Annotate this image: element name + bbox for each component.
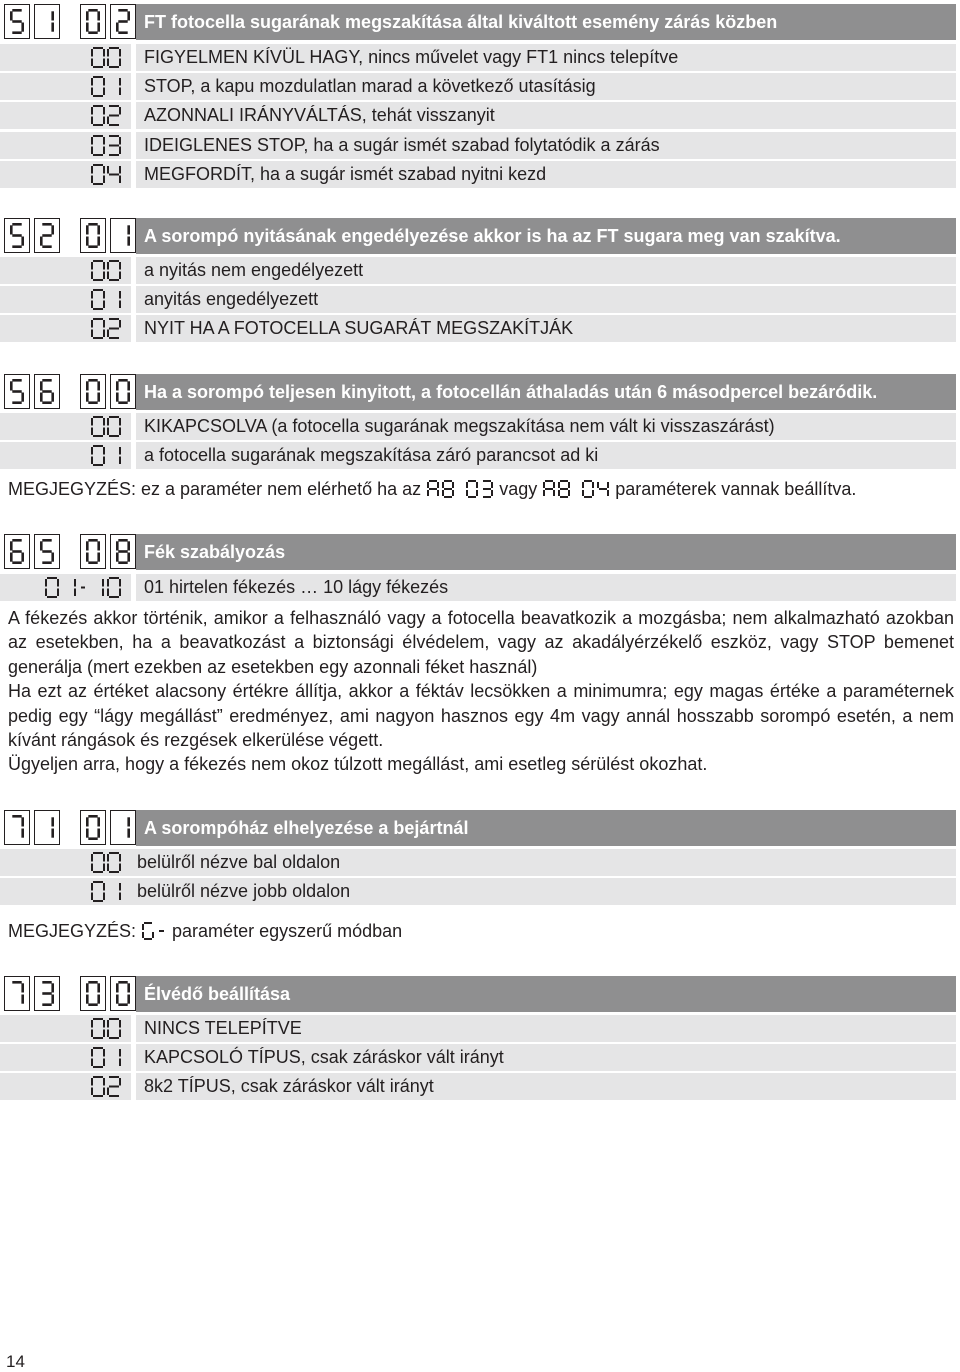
section-52 (0, 216, 960, 344)
digit-pair (80, 534, 136, 569)
options-list (0, 413, 960, 471)
seven-segment-digit (107, 135, 121, 156)
section-71 (0, 808, 960, 906)
option-row (0, 102, 960, 131)
digit-box (4, 374, 30, 409)
option-code (0, 132, 131, 159)
section-header (0, 532, 960, 572)
option-code (0, 1015, 131, 1042)
range-code (0, 574, 131, 601)
digit-box (80, 374, 106, 409)
digit-box (4, 534, 30, 569)
seven-segment-digit (91, 318, 105, 339)
seven-segment-digit (91, 164, 105, 185)
option-code (0, 1073, 131, 1100)
option-text: STOP, a kapu mozdulatlan marad a következő utasításig (136, 73, 956, 100)
digit-box (4, 218, 30, 253)
option-row (0, 1073, 960, 1102)
seven-segment-digit (91, 852, 105, 873)
option-code (0, 257, 131, 284)
option-text: NINCS TELEPÍTVE (136, 1015, 956, 1042)
seven-segment-digit (40, 379, 54, 404)
seven-segment-digit (10, 379, 24, 404)
seven-segment-digit (91, 445, 105, 466)
digit-box (110, 810, 136, 845)
seven-segment-digit (107, 1076, 121, 1097)
braking-description (8, 606, 954, 777)
seven-segment-digit (116, 815, 130, 840)
option-row (0, 1044, 960, 1073)
param-code-display (4, 810, 150, 845)
option-row (0, 161, 960, 190)
digit-pair (4, 534, 60, 569)
option-text: belülről nézve jobb oldalon (131, 878, 956, 905)
section-header (0, 216, 960, 256)
seven-segment-digit (86, 981, 100, 1006)
seven-segment-digit (91, 1076, 105, 1097)
digit-box (34, 976, 60, 1011)
option-text: KAPCSOLÓ TÍPUS, csak záráskor vált irányt (136, 1044, 956, 1071)
option-text: a fotocella sugarának megszakítása záró parancsot ad ki (136, 442, 956, 469)
seven-segment-digit (86, 223, 100, 248)
param-code-display (4, 4, 150, 39)
option-code (0, 442, 131, 469)
section-header (0, 2, 960, 42)
digit-box (80, 534, 106, 569)
digit-pair (80, 374, 136, 409)
option-row (0, 878, 960, 907)
digit-pair (80, 218, 136, 253)
seven-segment-digit (91, 1047, 105, 1068)
section-title: Fék szabályozás (136, 534, 956, 570)
section-title: A sorompóház elhelyezése a bejártnál (136, 810, 956, 846)
digit-box (4, 4, 30, 39)
note-71 (8, 918, 402, 944)
seven-segment-digit (107, 105, 121, 126)
option-code (0, 878, 131, 905)
param-code-display (4, 534, 150, 569)
option-text: a nyitás nem engedélyezett (136, 257, 956, 284)
seven-segment-digit (466, 480, 478, 498)
digit-box (80, 810, 106, 845)
seven-segment-digit (157, 922, 166, 940)
seven-segment-digit (62, 577, 76, 598)
param-code-display (4, 374, 150, 409)
digit-box (110, 976, 136, 1011)
seven-segment-digit (116, 223, 130, 248)
option-code (0, 1044, 131, 1071)
note-code-2 (543, 480, 609, 498)
digit-pair (4, 218, 60, 253)
param-code-display (4, 976, 150, 1011)
section-title: A sorompó nyitásának engedélyezése akkor is ha az FT sugara meg van szakítva. (136, 218, 956, 254)
seven-segment-digit (40, 815, 54, 840)
seven-segment-digit (582, 480, 594, 498)
option-row (0, 132, 960, 161)
option-row (0, 257, 960, 286)
digit-box (34, 218, 60, 253)
options-list (0, 257, 960, 344)
seven-segment-digit (40, 9, 54, 34)
options-list (0, 849, 960, 907)
option-text: AZONNALI IRÁNYVÁLTÁS, tehát visszanyit (136, 102, 956, 129)
seven-segment-digit (90, 577, 104, 598)
section-65 (0, 532, 960, 603)
seven-segment-digit (40, 539, 54, 564)
section-51 (0, 2, 960, 189)
option-row (0, 1015, 960, 1044)
seven-segment-digit (91, 260, 105, 281)
option-row (0, 849, 960, 878)
seven-segment-digit (79, 577, 87, 598)
section-title: Élvédő beállítása (136, 976, 956, 1012)
option-row (0, 413, 960, 442)
seven-segment-digit (107, 164, 121, 185)
section-title: Ha a sorompó teljesen kinyitott, a fotocellán áthaladás után 6 másodpercel bezáródik. (136, 374, 956, 410)
option-code (0, 102, 131, 129)
paragraph-1: A fékezés akkor történik, amikor a felhasználó vagy a fotocella beavatkozik a mozgásba; nem alkalmazható azokban az esetekben, ha a beavatkozást a biztonsági élvédelem, vagy az akadályérzékelő eszköz, vagy STOP bemenet generálja (mert ezekben az esetekben egy azonnali féket használ) (8, 608, 954, 677)
code-gap (457, 480, 463, 498)
paragraph-3: Ügyeljen arra, hogy a fékezés nem okoz túlzott megállást, ami esetleg sérülést okozhat. (8, 754, 708, 775)
seven-segment-digit (10, 9, 24, 34)
seven-segment-digit (116, 9, 130, 34)
seven-segment-digit (116, 981, 130, 1006)
digit-box (110, 534, 136, 569)
option-code (0, 286, 131, 313)
option-text: 8k2 TÍPUS, csak záráskor vált irányt (136, 1073, 956, 1100)
digit-box (34, 374, 60, 409)
seven-segment-digit (442, 480, 454, 498)
seven-segment-digit (116, 379, 130, 404)
option-code (0, 315, 131, 342)
options-list (0, 1015, 960, 1102)
seven-segment-digit (107, 852, 121, 873)
note-suffix: paraméterek vannak beállítva. (615, 478, 857, 499)
seven-segment-digit (91, 76, 105, 97)
seven-segment-digit (91, 289, 105, 310)
option-code (0, 161, 131, 188)
digit-box (4, 976, 30, 1011)
note-prefix: MEGJEGYZÉS: (8, 920, 137, 941)
note-code (142, 922, 166, 940)
seven-segment-digit (107, 445, 121, 466)
digit-pair (80, 976, 136, 1011)
option-text: anyitás engedélyezett (136, 286, 956, 313)
seven-segment-digit (107, 1018, 121, 1039)
option-row (0, 73, 960, 102)
seven-segment-digit (40, 223, 54, 248)
option-row (0, 442, 960, 471)
range-text: 01 hirtelen fékezés … 10 lágy fékezés (136, 574, 956, 601)
note-suffix: paraméter egyszerű módban (172, 920, 403, 941)
digit-pair (4, 810, 60, 845)
options-list (0, 44, 960, 189)
seven-segment-digit (107, 881, 121, 902)
digit-pair (80, 810, 136, 845)
seven-segment-digit (107, 318, 121, 339)
option-code (0, 73, 131, 100)
seven-segment-digit (10, 815, 24, 840)
seven-segment-digit (543, 480, 555, 498)
option-code (0, 849, 131, 876)
param-code-display (4, 218, 150, 253)
seven-segment-digit (10, 981, 24, 1006)
seven-segment-digit (91, 1018, 105, 1039)
note-code-1 (427, 480, 493, 498)
seven-segment-digit (91, 47, 105, 68)
page-number: 14 (6, 1352, 25, 1371)
seven-segment-digit (427, 480, 439, 498)
seven-segment-digit (107, 416, 121, 437)
option-text: MEGFORDÍT, ha a sugár ismét szabad nyitni kezd (136, 161, 956, 188)
digit-box (34, 810, 60, 845)
seven-segment-digit (45, 577, 59, 598)
seven-segment-digit (10, 223, 24, 248)
section-73 (0, 974, 960, 1102)
option-text: NYIT HA A FOTOCELLA SUGARÁT MEGSZAKÍTJÁK (136, 315, 956, 342)
section-56 (0, 372, 960, 471)
digit-box (80, 218, 106, 253)
digit-pair (4, 374, 60, 409)
paragraph-2: Ha ezt az értéket alacsony értékre állítja, akkor a féktáv lecsökken a minimumra; egy magas értéke a paraméternek pedig egy “lágy megállást” eredményez, ami nagyon hasznos egy 4m vagy annál hosszabb sorompó esetén, a nem kívánt rángások és rezgések elkerülése végett. (8, 681, 954, 751)
seven-segment-digit (107, 577, 121, 598)
seven-segment-digit (91, 135, 105, 156)
seven-segment-digit (86, 815, 100, 840)
section-title: FT fotocella sugarának megszakítása által kiváltott esemény zárás közben (136, 4, 956, 40)
seven-segment-digit (142, 922, 154, 940)
seven-segment-digit (86, 379, 100, 404)
seven-segment-digit (91, 105, 105, 126)
digit-pair (80, 4, 136, 39)
seven-segment-digit (116, 539, 130, 564)
section-header (0, 372, 960, 412)
digit-box (80, 976, 106, 1011)
option-text: IDEIGLENES STOP, ha a sugár ismét szabad folytatódik a zárás (136, 132, 956, 159)
seven-segment-digit (86, 9, 100, 34)
option-row (0, 44, 960, 73)
digit-box (110, 374, 136, 409)
seven-segment-digit (107, 47, 121, 68)
seven-segment-digit (597, 480, 609, 498)
option-code (0, 413, 131, 440)
digit-box (34, 534, 60, 569)
code-gap (573, 480, 579, 498)
seven-segment-digit (107, 289, 121, 310)
seven-segment-digit (481, 480, 493, 498)
seven-segment-digit (107, 76, 121, 97)
digit-box (4, 810, 30, 845)
digit-pair (4, 976, 60, 1011)
seven-segment-digit (107, 1047, 121, 1068)
digit-box (110, 4, 136, 39)
seven-segment-digit (86, 539, 100, 564)
digit-pair (4, 4, 60, 39)
option-text: KIKAPCSOLVA (a fotocella sugarának megszakítása nem vált ki visszaszárást) (136, 413, 956, 440)
note-prefix: MEGJEGYZÉS: ez a paraméter nem elérhető ha az (8, 478, 422, 499)
seven-segment-digit (558, 480, 570, 498)
option-text: belülről nézve bal oldalon (131, 849, 956, 876)
seven-segment-digit (91, 881, 105, 902)
digit-box (80, 4, 106, 39)
option-text: FIGYELMEN KÍVÜL HAGY, nincs művelet vagy FT1 nincs telepítve (136, 44, 956, 71)
range-row (0, 574, 960, 603)
seven-segment-digit (107, 260, 121, 281)
option-row (0, 315, 960, 344)
seven-segment-digit (40, 981, 54, 1006)
note-56 (8, 476, 856, 502)
note-mid: vagy (499, 478, 538, 499)
section-header (0, 974, 960, 1014)
seven-segment-digit (10, 539, 24, 564)
option-code (0, 44, 131, 71)
seven-segment-digit (91, 416, 105, 437)
section-header (0, 808, 960, 848)
digit-box (110, 218, 136, 253)
option-row (0, 286, 960, 315)
digit-box (34, 4, 60, 39)
